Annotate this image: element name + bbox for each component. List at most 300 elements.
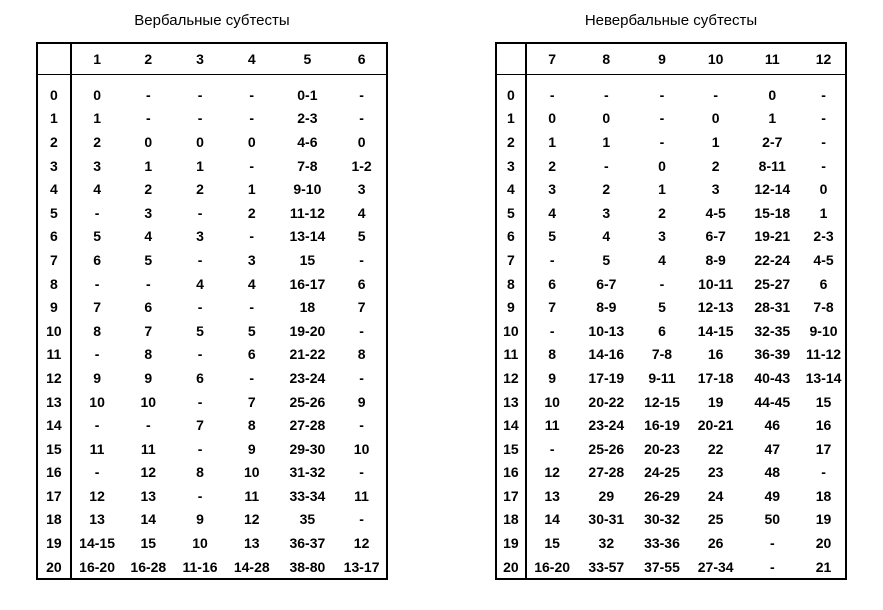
scaled-score-cell: 12 (544, 464, 560, 481)
scaled-score-cell: 13 (243, 535, 260, 552)
scaled-score-cell: 2 (711, 157, 720, 174)
table-row (496, 437, 846, 461)
scaled-score-cell: 32 (598, 535, 615, 552)
scaled-score-cell: - (359, 110, 364, 127)
table-row (496, 555, 846, 580)
scaled-score-cell: 25-26 (289, 393, 326, 410)
raw-score-cell: 6 (496, 225, 526, 249)
raw-score-cell: 11 (37, 343, 71, 367)
scaled-score-cell: 8 (548, 346, 557, 363)
scaled-score-cell: 22 (707, 440, 724, 457)
table-row (496, 75, 846, 107)
scaled-score-cell: 2-3 (813, 228, 834, 245)
scaled-score-cell: 9 (93, 369, 101, 386)
table-row (496, 201, 846, 225)
scaled-score-cell: 5 (548, 228, 557, 245)
scaled-score-cell: 1 (548, 133, 557, 150)
table-row (496, 272, 846, 296)
corner-cell (37, 43, 71, 75)
table-row (37, 413, 387, 437)
scaled-score-cell: 21-22 (289, 346, 326, 363)
scaled-score-cell: 5 (658, 299, 666, 316)
scaled-score-cell: 6 (658, 322, 666, 339)
scaled-score-cell: 5 (357, 228, 366, 245)
raw-score-cell: 11 (496, 343, 526, 367)
scaled-score-cell: 33-34 (289, 487, 326, 504)
scaled-score-cell: 0 (93, 86, 101, 103)
scaled-score-cell: 19 (707, 393, 724, 410)
scaled-score-cell: - (821, 133, 826, 150)
scaled-score-cell: - (659, 86, 665, 103)
scaled-score-cell: 16-28 (130, 558, 167, 575)
scaled-score-cell: 8-9 (596, 299, 617, 316)
scaled-score-cell: 9 (144, 369, 153, 386)
scaled-score-cell: 16-20 (79, 558, 115, 575)
scaled-score-cell: 8-11 (758, 157, 786, 174)
scaled-score-cell: - (821, 86, 826, 103)
scaled-score-cell: - (769, 558, 775, 575)
verbal-subtests-title: Вербальные субтесты (134, 12, 290, 29)
scaled-score-cell: 5 (602, 251, 611, 268)
table-row (37, 461, 387, 485)
scaled-score-cell: 28-31 (754, 299, 791, 316)
raw-score-cell: 2 (496, 130, 526, 154)
scaled-score-cell: 4 (548, 204, 557, 221)
raw-score-cell: 17 (37, 484, 71, 508)
raw-score-cell: 5 (496, 201, 526, 225)
table-row (37, 295, 387, 319)
table-row (37, 319, 387, 343)
raw-score-cell: 5 (37, 201, 71, 225)
scaled-score-cell: - (197, 110, 203, 127)
scaled-score-cell: - (249, 228, 255, 245)
table-row (496, 413, 846, 437)
scaled-score-cell: 3 (711, 181, 720, 198)
table-row (496, 319, 846, 343)
scaled-score-cell: 33-57 (588, 558, 625, 575)
scaled-score-cell: 14-28 (233, 558, 270, 575)
scaled-score-cell: 0 (196, 133, 204, 150)
scaled-score-cell: 12-15 (644, 393, 680, 410)
scaled-score-cell: - (659, 110, 665, 127)
scaled-score-cell: 5 (93, 228, 101, 245)
scaled-score-cell: 0 (357, 133, 366, 150)
scaled-score-cell: 13 (544, 487, 560, 504)
scaled-score-cell: 19-21 (754, 228, 791, 245)
scaled-score-cell: 3 (144, 204, 153, 221)
scaled-score-cell: 29 (598, 487, 615, 504)
scaled-score-cell: 0 (247, 133, 256, 150)
subtest-header: 8 (578, 43, 636, 75)
scaled-score-cell: 8 (247, 417, 256, 434)
table-row (37, 555, 387, 580)
scaled-score-cell: 31-32 (289, 464, 326, 481)
scaled-score-cell: 3 (247, 251, 256, 268)
scaled-score-cell: 10 (243, 464, 260, 481)
scaled-score-cell: 21 (815, 558, 832, 575)
scaled-score-cell: - (659, 133, 665, 150)
scaled-score-cell: 4 (658, 251, 666, 268)
scaled-score-cell: 35 (299, 511, 316, 528)
scaled-score-cell: 0 (658, 157, 666, 174)
scaled-score-cell: 8-9 (705, 251, 726, 268)
scaled-score-cell: 13-14 (289, 228, 326, 245)
scaled-score-cell: 8 (93, 322, 101, 339)
scaled-score-cell: 17-18 (697, 369, 734, 386)
scaled-score-cell: 9-11 (648, 369, 676, 386)
subtest-header: 2 (122, 43, 174, 75)
scaled-score-cell: - (197, 440, 203, 457)
scaled-score-cell: 4-6 (297, 133, 318, 150)
scaled-score-cell: 4-5 (705, 204, 726, 221)
scaled-score-cell: - (145, 110, 151, 127)
scaled-score-cell: 12 (243, 511, 260, 528)
scaled-score-cell: 3 (548, 181, 557, 198)
header-row (37, 43, 387, 75)
scaled-score-cell: - (821, 157, 826, 174)
raw-score-cell: 18 (496, 508, 526, 532)
subtest-header: 11 (743, 43, 803, 75)
scaled-score-cell: 7 (548, 299, 557, 316)
subtest-header: 3 (174, 43, 226, 75)
raw-score-cell: 3 (496, 154, 526, 178)
table-row (37, 272, 387, 296)
raw-score-cell: 9 (37, 295, 71, 319)
scaled-score-cell: 6 (819, 275, 828, 292)
raw-score-cell: 3 (37, 154, 71, 178)
scaled-score-cell: 6 (357, 275, 366, 292)
scaled-score-cell: 8 (357, 346, 366, 363)
scaled-score-cell: 10 (192, 535, 208, 552)
scaled-score-cell: 2 (93, 133, 101, 150)
scaled-score-cell: 1 (819, 204, 828, 221)
scaled-score-cell: 30-31 (588, 511, 625, 528)
scaled-score-cell: - (145, 86, 151, 103)
raw-score-cell: 12 (37, 366, 71, 390)
scaled-score-cell: - (549, 440, 555, 457)
scaled-score-cell: - (659, 275, 665, 292)
scaled-score-cell: 11 (244, 487, 260, 504)
scaled-score-cell: 38-80 (289, 558, 326, 575)
raw-score-cell: 15 (37, 437, 71, 461)
table-row (37, 343, 387, 367)
table-row (37, 225, 387, 249)
table-row (37, 531, 387, 555)
scaled-score-cell: 5 (196, 322, 204, 339)
scaled-score-cell: 19 (815, 511, 832, 528)
raw-score-cell: 19 (496, 531, 526, 555)
scaled-score-cell: 3 (93, 157, 101, 174)
table-row (496, 508, 846, 532)
subtest-header: 4 (226, 43, 278, 75)
scaled-score-cell: 0 (602, 110, 611, 127)
scaled-score-cell: 11-12 (289, 204, 325, 221)
table-row (496, 390, 846, 414)
table-row (496, 484, 846, 508)
scaled-score-cell: 3 (196, 228, 204, 245)
scaled-score-cell: 7 (144, 322, 153, 339)
scaled-score-cell: - (359, 417, 364, 434)
scaled-score-cell: 24 (707, 487, 724, 504)
scaled-score-cell: - (359, 251, 364, 268)
scaled-score-cell: - (549, 322, 555, 339)
scaled-score-cell: - (249, 157, 255, 174)
scaled-score-cell: 2 (196, 181, 204, 198)
scaled-score-cell: - (821, 110, 826, 127)
scaled-score-cell: 11 (89, 440, 105, 457)
scaled-score-cell: 2 (658, 204, 666, 221)
scaled-score-cell: 1 (93, 110, 101, 127)
scaled-score-cell: - (359, 464, 364, 481)
scaled-score-cell: - (249, 299, 255, 316)
table-row (496, 366, 846, 390)
scaled-score-cell: 10 (544, 393, 560, 410)
scaled-score-cell: 33-36 (644, 535, 680, 552)
raw-score-cell: 10 (37, 319, 71, 343)
scaled-score-cell: - (197, 393, 203, 410)
raw-score-cell: 18 (37, 508, 71, 532)
scaled-score-cell: 11-16 (182, 558, 218, 575)
subtest-header: 1 (71, 43, 123, 75)
scaled-score-cell: 16-17 (289, 275, 326, 292)
scaled-score-cell: 8 (196, 464, 204, 481)
header-row (496, 43, 846, 75)
scaled-score-cell: 0 (768, 86, 777, 103)
scaled-score-cell: 12 (353, 535, 370, 552)
scaled-score-cell: 18 (815, 487, 832, 504)
table-row (496, 295, 846, 319)
scaled-score-cell: 30-32 (644, 511, 680, 528)
scaled-score-cell: 6 (196, 369, 204, 386)
scaled-score-cell: 10 (353, 440, 370, 457)
scaled-score-cell: 4 (196, 275, 204, 292)
scaled-score-cell: 29-30 (289, 440, 326, 457)
scaled-score-cell: 7-8 (651, 346, 673, 363)
scaled-score-cell: 17 (815, 440, 832, 457)
scaled-score-cell: 19-20 (289, 322, 326, 339)
raw-score-cell: 2 (37, 130, 71, 154)
scaled-score-cell: 1-2 (351, 157, 372, 174)
raw-score-cell: 15 (496, 437, 526, 461)
scaled-score-cell: 11-12 (806, 346, 842, 363)
scaled-score-cell: 16 (815, 417, 832, 434)
raw-score-cell: 7 (37, 248, 71, 272)
raw-score-cell: 7 (496, 248, 526, 272)
scaled-score-cell: - (94, 464, 100, 481)
scaled-score-cell: 6 (93, 251, 101, 268)
table-row (496, 225, 846, 249)
scaled-score-cell: 20 (815, 535, 832, 552)
table-row (37, 366, 387, 390)
scaled-score-cell: 3 (602, 204, 611, 221)
raw-score-cell: 6 (37, 225, 71, 249)
scaled-score-cell: - (197, 487, 203, 504)
raw-score-cell: 4 (496, 177, 526, 201)
raw-score-cell: 13 (37, 390, 71, 414)
table-row (37, 248, 387, 272)
scaled-score-cell: - (145, 275, 151, 292)
scaled-score-cell: 15 (140, 535, 157, 552)
scaled-score-cell: 23-24 (588, 417, 625, 434)
scaled-score-cell: 48 (764, 464, 781, 481)
scaled-score-cell: - (359, 369, 364, 386)
raw-score-cell: 20 (496, 555, 526, 580)
scaled-score-cell: 10-13 (588, 322, 625, 339)
scaled-score-cell: 2 (602, 181, 611, 198)
table-row (37, 508, 387, 532)
scaled-score-cell: 16 (707, 346, 724, 363)
scaled-score-cell: - (359, 86, 364, 103)
subtest-header: 10 (689, 43, 743, 75)
scaled-score-cell: 1 (247, 181, 256, 198)
scaled-score-cell: - (359, 322, 364, 339)
raw-score-cell: 13 (496, 390, 526, 414)
table-row (496, 154, 846, 178)
scaled-score-cell: 12-14 (754, 181, 791, 198)
scaled-score-cell: 49 (764, 487, 781, 504)
scaled-score-cell: 5 (144, 251, 153, 268)
table-row (37, 437, 387, 461)
scaled-score-cell: 4 (247, 275, 256, 292)
scaled-score-cell: 11 (544, 417, 560, 434)
scaled-score-cell: 4-5 (813, 251, 834, 268)
scaled-score-cell: 27-34 (697, 558, 734, 575)
scaled-score-cell: 13-17 (343, 558, 380, 575)
scaled-score-cell: 20-21 (697, 417, 734, 434)
scaled-score-cell: - (549, 86, 555, 103)
scaled-score-cell: 0 (548, 110, 557, 127)
verbal-subtests-table (36, 42, 388, 580)
table-row (37, 390, 387, 414)
subtest-header: 9 (635, 43, 689, 75)
scaled-score-cell: 4 (357, 204, 366, 221)
scaled-score-cell: 0 (144, 133, 153, 150)
scaled-score-cell: - (249, 110, 255, 127)
scaled-score-cell: 2-7 (762, 133, 783, 150)
scaled-score-cell: 15 (544, 535, 560, 552)
scaled-score-cell: 23 (707, 464, 724, 481)
raw-score-cell: 16 (496, 461, 526, 485)
scaled-score-cell: 47 (764, 440, 781, 457)
scaled-score-cell: 14 (544, 511, 560, 528)
scaled-score-cell: 3 (658, 228, 666, 245)
scaled-score-cell: - (821, 464, 826, 481)
scaled-score-cell: - (197, 299, 203, 316)
scaled-score-cell: 0 (711, 110, 720, 127)
table-row (37, 130, 387, 154)
scaled-score-cell: 6 (144, 299, 153, 316)
scaled-score-cell: 2-3 (297, 110, 318, 127)
scaled-score-cell: 37-55 (644, 558, 680, 575)
scaled-score-cell: 50 (764, 511, 781, 528)
scaled-score-cell: 7 (93, 299, 101, 316)
scaled-score-cell: 5 (247, 322, 256, 339)
scaled-score-cell: 25-27 (754, 275, 791, 292)
scaled-score-cell: 25-26 (588, 440, 625, 457)
scaled-score-cell: 13 (89, 511, 105, 528)
raw-score-cell: 1 (37, 107, 71, 131)
scaled-score-cell: 17-19 (588, 369, 625, 386)
scaled-score-cell: 6-7 (596, 275, 617, 292)
scaled-score-cell: - (197, 251, 203, 268)
scaled-score-cell: 1 (196, 157, 204, 174)
scaled-score-cell: 1 (144, 157, 153, 174)
raw-score-cell: 9 (496, 295, 526, 319)
scaled-score-cell: 7 (247, 393, 256, 410)
raw-score-cell: 17 (496, 484, 526, 508)
scaled-score-cell: 13-14 (805, 369, 842, 386)
table-row (37, 201, 387, 225)
raw-score-cell: 1 (496, 107, 526, 131)
scaled-score-cell: 4 (602, 228, 611, 245)
scaled-score-cell: 1 (711, 133, 720, 150)
scaled-score-cell: - (94, 275, 100, 292)
scaled-score-cell: 27-28 (289, 417, 326, 434)
scaled-score-cell: 13 (140, 487, 157, 504)
scaled-score-cell: - (359, 511, 364, 528)
scaled-score-cell: 4 (93, 181, 101, 198)
scaled-score-cell: - (94, 417, 100, 434)
scaled-score-cell: 18 (299, 299, 316, 316)
scaled-score-cell: 10 (140, 393, 157, 410)
scaled-score-cell: - (713, 86, 718, 103)
scaled-score-cell: - (197, 86, 203, 103)
scaled-score-cell: 7-8 (297, 157, 318, 174)
scaled-score-cell: 11 (354, 487, 369, 504)
scaled-score-cell: 9-10 (809, 322, 838, 339)
scaled-score-cell: 7 (357, 299, 366, 316)
scaled-score-cell: 36-37 (289, 535, 326, 552)
scaled-score-cell: 1 (658, 181, 666, 198)
scaled-score-cell: 15 (815, 393, 832, 410)
table-row (37, 75, 387, 107)
scaled-score-cell: 7 (196, 417, 204, 434)
scaled-score-cell: - (249, 369, 255, 386)
table-row (496, 177, 846, 201)
raw-score-cell: 20 (37, 555, 71, 580)
scaled-score-cell: 23-24 (289, 369, 326, 386)
raw-score-cell: 14 (37, 413, 71, 437)
scaled-score-cell: 12 (89, 487, 105, 504)
raw-score-cell: 0 (37, 75, 71, 107)
scaled-score-cell: 24-25 (644, 464, 680, 481)
scaled-score-cell: 0-1 (297, 86, 318, 103)
table-row (37, 177, 387, 201)
scaled-score-cell: 3 (357, 181, 366, 198)
raw-score-cell: 10 (496, 319, 526, 343)
table-row (496, 343, 846, 367)
scaled-score-cell: 1 (768, 110, 777, 127)
scaled-score-cell: 14-15 (79, 535, 115, 552)
scaled-score-cell: 15 (299, 251, 316, 268)
scaled-score-cell: - (603, 86, 609, 103)
raw-score-cell: 8 (496, 272, 526, 296)
scaled-score-cell: 2 (548, 157, 557, 174)
scaled-score-cell: 9 (357, 393, 366, 410)
scaled-score-cell: 36-39 (754, 346, 791, 363)
subtest-header: 5 (278, 43, 338, 75)
scaled-score-cell: 27-28 (588, 464, 625, 481)
raw-score-cell: 8 (37, 272, 71, 296)
scaled-score-cell: - (145, 417, 151, 434)
scaled-score-cell: 22-24 (754, 251, 791, 268)
scaled-score-cell: - (249, 86, 255, 103)
nonverbal-subtests-table (495, 42, 847, 580)
scaled-score-cell: 1 (602, 133, 611, 150)
table-row (496, 107, 846, 131)
raw-score-cell: 14 (496, 413, 526, 437)
scaled-score-cell: 10-11 (698, 275, 734, 292)
